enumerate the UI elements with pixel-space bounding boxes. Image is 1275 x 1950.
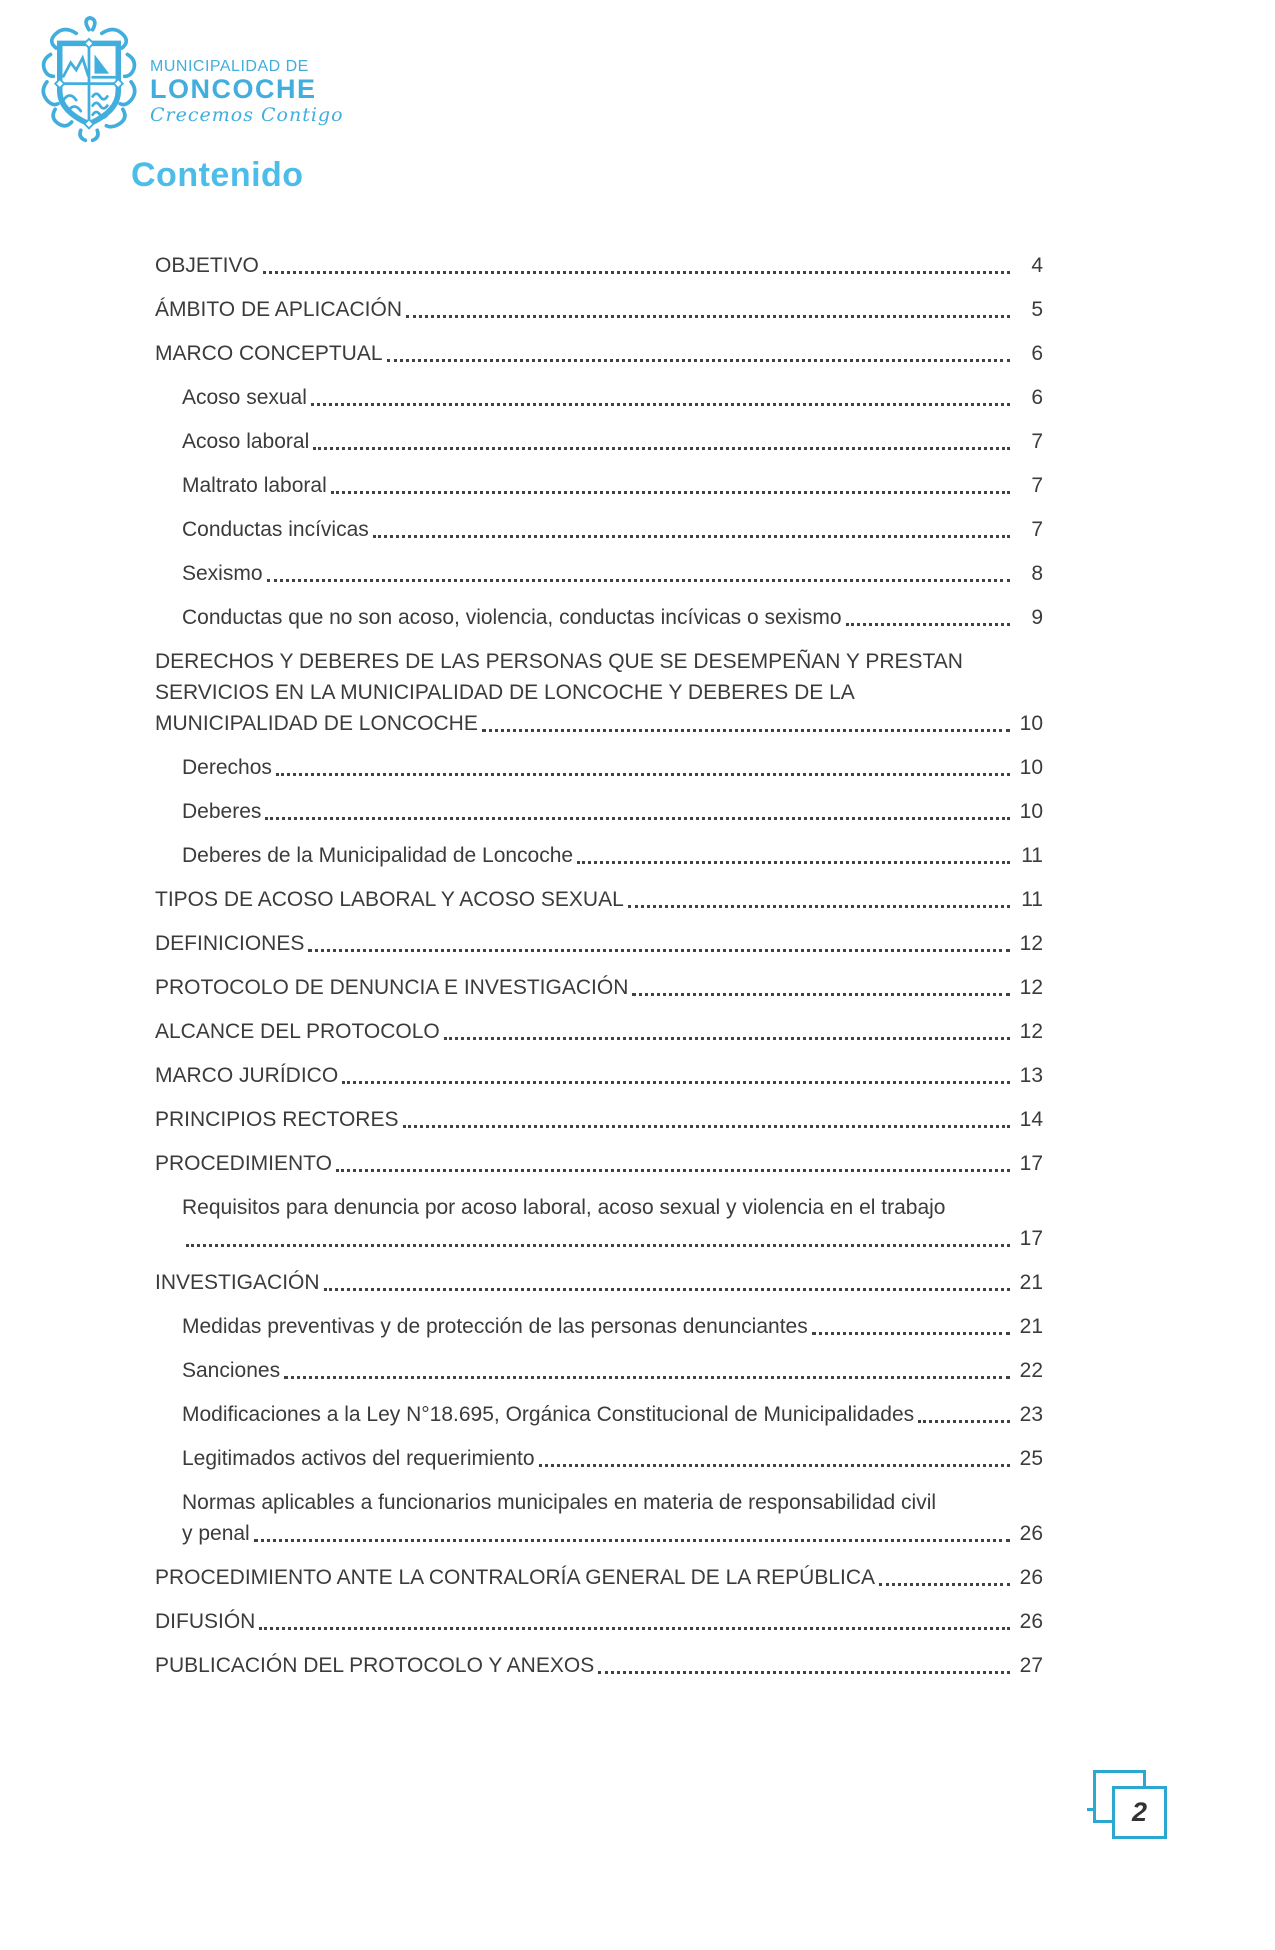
toc-entry-last-line xyxy=(155,250,1043,281)
toc-leader-dots xyxy=(406,315,1010,318)
toc-leader-dots xyxy=(263,271,1010,274)
toc-entry xyxy=(155,752,1043,783)
toc-leader-dots xyxy=(918,1420,1010,1423)
toc-entry-last-line xyxy=(155,884,1043,915)
toc-entry xyxy=(155,1650,1043,1681)
toc-page-number: 21 xyxy=(1019,1271,1043,1294)
table-of-contents xyxy=(155,250,1043,1694)
toc-leader-dots xyxy=(331,491,1010,494)
toc-entry-last-line xyxy=(182,382,1043,413)
toc-entry-text: Acoso sexual xyxy=(182,386,307,409)
toc-entry-last-line xyxy=(182,796,1043,827)
toc-leader-dots xyxy=(342,1081,1010,1084)
toc-entry xyxy=(155,840,1043,871)
toc-page-number: 17 xyxy=(1019,1152,1043,1175)
toc-entry xyxy=(155,1267,1043,1298)
toc-page-number: 27 xyxy=(1019,1654,1043,1677)
page-number: 2 xyxy=(1131,1797,1148,1827)
toc-entry-prelines xyxy=(182,1487,1043,1518)
toc-entry-last-line xyxy=(155,972,1043,1003)
toc-entry-last-line xyxy=(155,1267,1043,1298)
toc-leader-dots xyxy=(308,949,1010,952)
toc-leader-dots xyxy=(539,1464,1010,1467)
toc-leader-dots xyxy=(879,1583,1010,1586)
toc-entry-last-line xyxy=(182,514,1043,545)
toc-page-number: 25 xyxy=(1019,1447,1043,1470)
toc-entry xyxy=(155,1606,1043,1637)
toc-page-number: 7 xyxy=(1031,430,1043,453)
toc-page-number: 7 xyxy=(1031,518,1043,541)
toc-leader-dots xyxy=(254,1539,1010,1542)
toc-entry-text: Maltrato laboral xyxy=(182,474,327,497)
toc-entry xyxy=(155,972,1043,1003)
toc-entry xyxy=(155,884,1043,915)
toc-entry xyxy=(155,1355,1043,1386)
toc-page-number: 10 xyxy=(1019,756,1043,779)
toc-entry-last-line xyxy=(155,708,1043,739)
toc-entry-text: PROCEDIMIENTO xyxy=(155,1152,332,1175)
toc-entry xyxy=(155,514,1043,545)
toc-entry xyxy=(155,1487,1043,1549)
toc-entry-last-line xyxy=(155,1562,1043,1593)
toc-entry xyxy=(155,1311,1043,1342)
page-number-badge xyxy=(1112,1786,1167,1839)
toc-leader-dots xyxy=(276,773,1010,776)
toc-entry-last-line xyxy=(182,1311,1043,1342)
toc-page-number: 21 xyxy=(1019,1315,1043,1338)
municipal-crest-logo xyxy=(34,16,144,144)
logo-text-block xyxy=(150,16,344,144)
toc-entry-last-line xyxy=(155,338,1043,369)
toc-entry-last-line xyxy=(155,1060,1043,1091)
toc-leader-dots xyxy=(632,993,1010,996)
toc-page-number: 6 xyxy=(1031,342,1043,365)
toc-page-number: 14 xyxy=(1019,1108,1043,1131)
toc-page-number: 11 xyxy=(1021,888,1043,911)
toc-entry-text: OBJETIVO xyxy=(155,254,259,277)
toc-entry-text: PRINCIPIOS RECTORES xyxy=(155,1108,399,1131)
toc-page-number: 12 xyxy=(1019,976,1043,999)
toc-entry-text: DEFINICIONES xyxy=(155,932,305,955)
toc-leader-dots xyxy=(387,359,1010,362)
toc-leader-dots xyxy=(444,1037,1010,1040)
toc-page-number: 7 xyxy=(1031,474,1043,497)
toc-leader-dots xyxy=(313,447,1010,450)
toc-leader-dots xyxy=(259,1627,1010,1630)
toc-entry-last-line xyxy=(182,470,1043,501)
toc-entry-last-line xyxy=(182,1355,1043,1386)
toc-leader-dots xyxy=(373,535,1010,538)
toc-entry-text: Modificaciones a la Ley N°18.695, Orgánica Constitucional de Municipalidades xyxy=(182,1403,915,1426)
toc-leader-dots xyxy=(482,729,1010,732)
toc-entry xyxy=(155,1399,1043,1430)
toc-entry-text: ÁMBITO DE APLICACIÓN xyxy=(155,298,403,321)
toc-page-number: 6 xyxy=(1031,386,1043,409)
toc-page-number: 10 xyxy=(1019,800,1043,823)
toc-entry-last-line xyxy=(182,602,1043,633)
toc-entry-last-line xyxy=(182,752,1043,783)
toc-entry-text: Deberes xyxy=(182,800,262,823)
toc-entry-wrapped-line: Normas aplicables a funcionarios municipales en materia de responsabilidad civil xyxy=(182,1491,937,1514)
toc-entry-last-line xyxy=(155,928,1043,959)
toc-entry xyxy=(155,470,1043,501)
toc-entry-wrapped-line: Requisitos para denuncia por acoso laboral, acoso sexual y violencia en el trabajo xyxy=(182,1196,946,1219)
toc-page-number: 13 xyxy=(1019,1064,1043,1087)
toc-entry xyxy=(155,1562,1043,1593)
toc-entry-text: ALCANCE DEL PROTOCOLO xyxy=(155,1020,440,1043)
toc-entry-text: Derechos xyxy=(182,756,272,779)
toc-entry xyxy=(155,382,1043,413)
toc-entry-text: Sexismo xyxy=(182,562,263,585)
toc-entry-text: Medidas preventivas y de protección de las personas denunciantes xyxy=(182,1315,808,1338)
toc-entry xyxy=(155,294,1043,325)
toc-page-number: 11 xyxy=(1021,844,1043,867)
toc-entry-text: Conductas que no son acoso, violencia, conductas incívicas o sexismo xyxy=(182,606,842,629)
toc-page-number: 10 xyxy=(1019,712,1043,735)
toc-entry xyxy=(155,1192,1043,1254)
toc-entry-text: PROTOCOLO DE DENUNCIA E INVESTIGACIÓN xyxy=(155,976,629,999)
toc-entry-last-line xyxy=(182,1518,1043,1549)
toc-entry-last-line xyxy=(182,1399,1043,1430)
toc-entry-last-line xyxy=(182,426,1043,457)
toc-entry-last-line xyxy=(155,1606,1043,1637)
toc-entry xyxy=(155,338,1043,369)
toc-entry xyxy=(155,602,1043,633)
toc-page-number: 17 xyxy=(1019,1227,1043,1250)
toc-entry xyxy=(155,1060,1043,1091)
toc-entry-text: MARCO CONCEPTUAL xyxy=(155,342,383,365)
toc-entry-text: Acoso laboral xyxy=(182,430,310,453)
toc-page-number: 12 xyxy=(1019,1020,1043,1043)
toc-leader-dots xyxy=(265,817,1010,820)
toc-entry xyxy=(155,250,1043,281)
toc-entry-wrapped-line: SERVICIOS EN LA MUNICIPALIDAD DE LONCOCHE Y DEBERES DE LA xyxy=(155,681,855,704)
toc-entry-last-line xyxy=(155,1104,1043,1135)
toc-entry xyxy=(155,1104,1043,1135)
toc-page-number: 4 xyxy=(1031,254,1043,277)
toc-page-number: 22 xyxy=(1019,1359,1043,1382)
toc-entry-last-line xyxy=(155,294,1043,325)
toc-leader-dots xyxy=(284,1376,1010,1379)
toc-entry-last-line xyxy=(155,1016,1043,1047)
toc-page-number: 8 xyxy=(1031,562,1043,585)
toc-entry xyxy=(155,1016,1043,1047)
toc-entry-text: TIPOS DE ACOSO LABORAL Y ACOSO SEXUAL xyxy=(155,888,624,911)
toc-leader-dots xyxy=(267,579,1010,582)
toc-entry-last-line xyxy=(155,1148,1043,1179)
toc-page-number: 5 xyxy=(1031,298,1043,321)
toc-leader-dots xyxy=(336,1169,1010,1172)
toc-entry-prelines xyxy=(182,1192,1043,1223)
toc-page-number: 9 xyxy=(1031,606,1043,629)
toc-entry-text: y penal xyxy=(182,1522,250,1545)
toc-page-number: 26 xyxy=(1019,1610,1043,1633)
toc-entry-last-line xyxy=(155,1650,1043,1681)
toc-entry-text: Conductas incívicas xyxy=(182,518,369,541)
toc-entry-text: Deberes de la Municipalidad de Loncoche xyxy=(182,844,574,867)
toc-entry-text: INVESTIGACIÓN xyxy=(155,1271,320,1294)
toc-entry xyxy=(155,796,1043,827)
toc-leader-dots xyxy=(812,1332,1010,1335)
toc-page-number: 26 xyxy=(1019,1522,1043,1545)
toc-entry-last-line xyxy=(182,840,1043,871)
toc-entry-text: DIFUSIÓN xyxy=(155,1610,256,1633)
logo-org-name-line1: MUNICIPALIDAD DE xyxy=(150,58,309,75)
toc-entry xyxy=(155,1148,1043,1179)
toc-entry-last-line xyxy=(182,558,1043,589)
toc-leader-dots xyxy=(628,905,1010,908)
toc-entry-last-line xyxy=(182,1443,1043,1474)
toc-entry-text: MARCO JURÍDICO xyxy=(155,1064,339,1087)
toc-entry-text: PROCEDIMIENTO ANTE LA CONTRALORÍA GENERAL DE LA REPÚBLICA xyxy=(155,1566,876,1589)
toc-entry-text: Legitimados activos del requerimiento xyxy=(182,1447,535,1470)
toc-entry-text: Sanciones xyxy=(182,1359,281,1382)
toc-entry-last-line xyxy=(182,1223,1043,1254)
toc-page-number: 26 xyxy=(1019,1566,1043,1589)
logo-org-name: LONCOCHE xyxy=(150,74,317,104)
toc-entry xyxy=(155,928,1043,959)
toc-page-number: 23 xyxy=(1019,1403,1043,1426)
municipality-logo xyxy=(34,16,344,144)
toc-entry-text: MUNICIPALIDAD DE LONCOCHE xyxy=(155,712,478,735)
toc-leader-dots xyxy=(577,861,1010,864)
toc-entry xyxy=(155,426,1043,457)
toc-page-number: 12 xyxy=(1019,932,1043,955)
toc-entry-wrapped-line: DERECHOS Y DEBERES DE LAS PERSONAS QUE SE DESEMPEÑAN Y PRESTAN xyxy=(155,650,963,673)
toc-leader-dots xyxy=(403,1125,1011,1128)
toc-entry xyxy=(155,1443,1043,1474)
toc-leader-dots xyxy=(324,1288,1010,1291)
toc-leader-dots xyxy=(598,1671,1010,1674)
logo-tagline: Crecemos Contigo xyxy=(150,104,344,126)
page-title: Contenido xyxy=(131,156,304,194)
toc-entry xyxy=(155,646,1043,739)
toc-leader-dots xyxy=(846,623,1010,626)
toc-entry-text: PUBLICACIÓN DEL PROTOCOLO Y ANEXOS xyxy=(155,1654,595,1677)
toc-entry-prelines xyxy=(155,646,1043,708)
toc-leader-dots xyxy=(311,403,1010,406)
toc-leader-dots xyxy=(186,1244,1010,1247)
toc-entry xyxy=(155,558,1043,589)
